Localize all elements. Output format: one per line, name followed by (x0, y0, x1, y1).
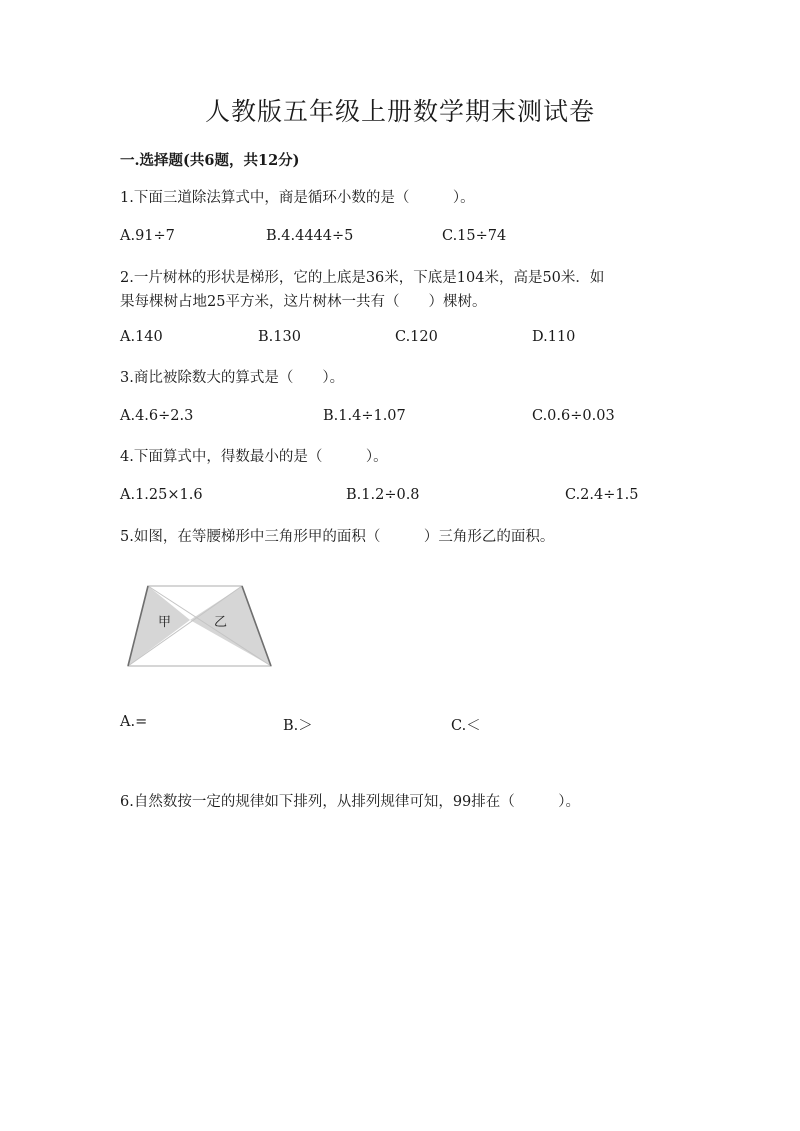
q1-option-b: B.4.4444÷5 (266, 228, 354, 244)
q3-option-b: B.1.4÷1.07 (323, 408, 406, 424)
question-2-line-2: 果每棵树占地25平方米，这片树林一共有（ ）棵树。 (120, 294, 487, 310)
q2-option-b: B.130 (258, 329, 301, 345)
q2-option-a: A.140 (120, 329, 163, 345)
label-jia: 甲 (158, 615, 172, 630)
q4-option-c: C.2.4÷1.5 (565, 487, 639, 503)
q5-option-a: A.= (120, 714, 148, 730)
q4-option-a: A.1.25×1.6 (120, 487, 203, 503)
section-heading: 一.选择题(共6题，共12分) (120, 152, 300, 169)
q4-option-b: B.1.2÷0.8 (346, 487, 420, 503)
q3-option-a: A.4.6÷2.3 (120, 408, 194, 424)
question-5: 5.如图，在等腰梯形中三角形甲的面积（ ）三角形乙的面积。 (120, 529, 555, 545)
trapezoid-figure (118, 578, 283, 674)
q2-option-d: D.110 (532, 329, 576, 345)
question-2-line-1: 2.一片树林的形状是梯形，它的上底是36米，下底是104米，高是50米．如 (120, 270, 605, 286)
q5-option-b: B.＞ (283, 718, 313, 734)
question-3: 3.商比被除数大的算式是（ ）。 (120, 370, 345, 386)
q1-option-a: A.91÷7 (120, 228, 175, 244)
triangle-yi (190, 586, 271, 666)
page-title: 人教版五年级上册数学期末测试卷 (204, 97, 595, 126)
label-yi: 乙 (214, 615, 228, 630)
question-6: 6.自然数按一定的规律如下排列，从排列规律可知，99排在（ ）。 (120, 794, 581, 810)
q3-option-c: C.0.6÷0.03 (532, 408, 615, 424)
question-1: 1.下面三道除法算式中，商是循环小数的是（ ）。 (120, 190, 475, 206)
q1-option-c: C.15÷74 (442, 228, 507, 244)
trapezoid-diagram (118, 578, 283, 674)
q2-option-c: C.120 (395, 329, 438, 345)
q5-option-c: C.＜ (451, 718, 481, 734)
question-4: 4.下面算式中，得数最小的是（ ）。 (120, 449, 388, 465)
